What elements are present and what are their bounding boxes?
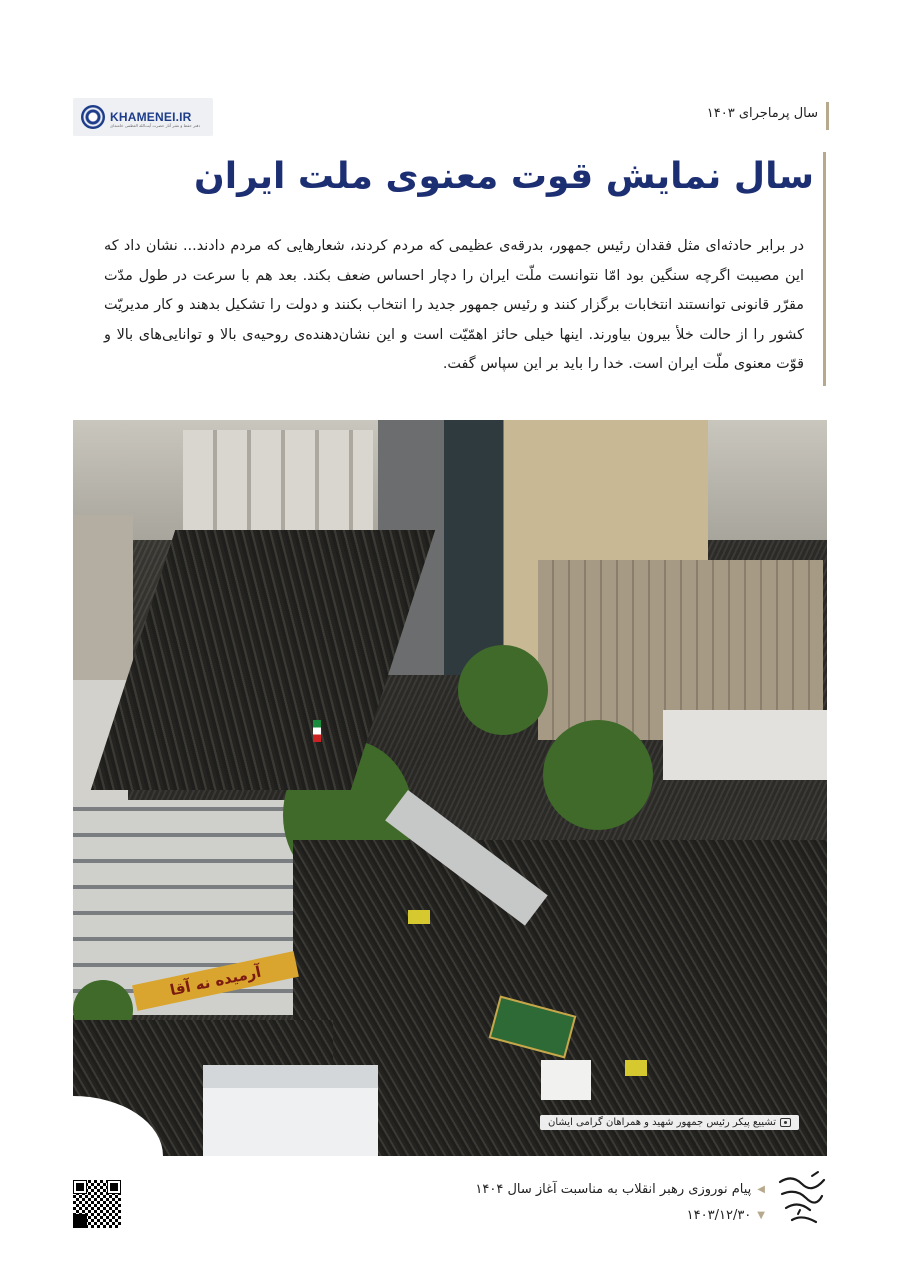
photo-far-buildings: [183, 430, 373, 530]
footer-source: [475, 1182, 765, 1197]
triangle-down-icon: ▼: [757, 1210, 765, 1221]
triangle-left-icon: ◀: [757, 1184, 765, 1195]
photo-flag: [408, 910, 430, 924]
year-label: سال پرماجرای ۱۴۰۳: [706, 106, 818, 121]
funeral-crowd-photo: [73, 420, 827, 1156]
photo-white-truck: [541, 1060, 591, 1100]
logo-text: KHAMENEI.IR: [110, 110, 192, 124]
body-paragraph: در برابر حادثه‌ای مثل فقدان رئیس جمهور، بدرقه‌ی عظیمی که مردم کردند، شعارهایی که مردم دادند... نشان داد که این مصیبت اگرچه سنگین بود امّا نتوانست ملّت ایران را دچار احساس ضعف بکند. بعد هم با سرعت در طول مدّت مقرّر قانونی توانستند انتخابات برگزار کنند و رئیس جمهور جدید را انتخاب بکنند و دولت را تشکیل بدهند و کار مدیریّت کشور را از حالت خلأ بیرون بیاورند. اینها خیلی حائز اهمّیّت است و این نشان‌دهنده‌ی روحیه‌ی بالا و توانایی‌های بالا و قوّت معنوی ملّت ایران است. خدا را باید بر این سپاس گفت.: [104, 238, 804, 372]
logo-emblem-icon: [81, 105, 105, 129]
footer-source-text: پیام نوروزی رهبر انقلاب به مناسبت آغاز سال ۱۴۰۴: [475, 1182, 752, 1197]
photo-caption-text: تشییع پیکر رئیس جمهور شهید و همراهان گرامی ایشان: [548, 1117, 776, 1128]
photo-flag: [313, 720, 321, 742]
photo-right-low-building: [663, 710, 827, 780]
leader-signature: [772, 1170, 830, 1230]
page-title: سال نمایش قوت معنوی ملت ایران: [194, 156, 814, 197]
photo-foreground-building: [203, 1065, 378, 1156]
logo-subtitle: دفتر حفظ و نشر آثار حضرت آیت‌الله العظمی خامنه‌ای: [110, 123, 201, 128]
khamenei-logo[interactable]: [73, 98, 213, 136]
photo-flag: [625, 1060, 647, 1076]
footer-date-text: ۱۴۰۳/۱۲/۳۰: [686, 1208, 752, 1223]
photo-crowd-street: [91, 530, 435, 790]
photo-caption: [540, 1115, 799, 1130]
camera-icon: [780, 1118, 791, 1127]
photo-tree: [458, 645, 548, 735]
photo-banner-text: آرمیده نه آقا: [168, 962, 263, 1000]
qr-code[interactable]: [73, 1180, 121, 1228]
footer-date: [687, 1208, 765, 1223]
title-accent-rule: [823, 152, 826, 386]
photo-tree: [543, 720, 653, 830]
